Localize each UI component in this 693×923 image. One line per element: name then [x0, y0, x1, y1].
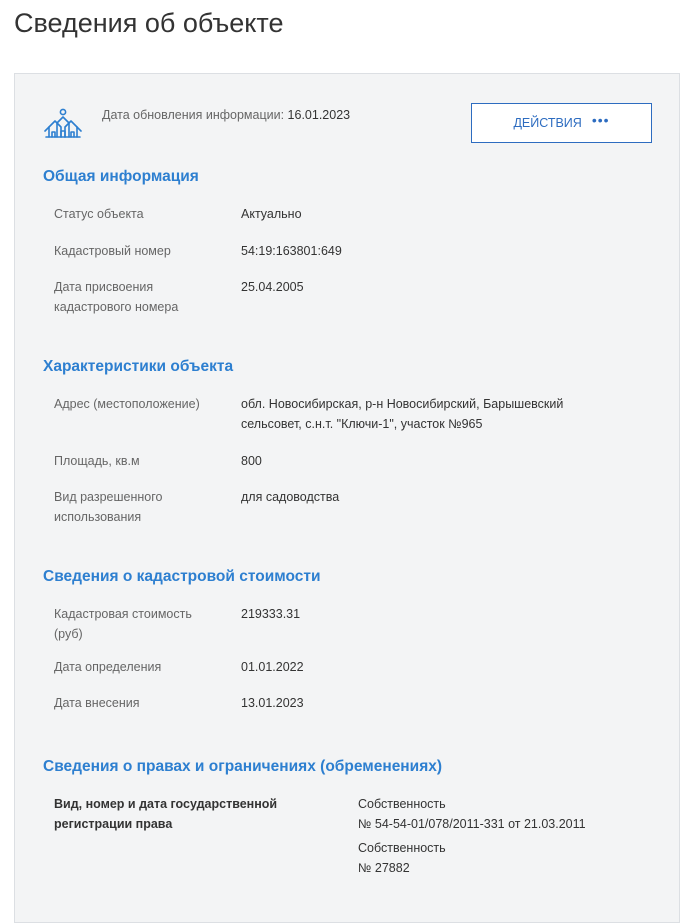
row-label-area: Площадь, кв.м — [54, 454, 140, 468]
update-info — [102, 108, 350, 122]
rights-entry-type: Собственность — [358, 841, 446, 855]
row-value-entry-date: 13.01.2023 — [241, 696, 304, 710]
row-label-cadastral-cost: Кадастровая стоимость (руб) — [54, 607, 192, 641]
section-title-cadastral-value: Сведения о кадастровой стоимости — [43, 568, 321, 585]
rights-label: Вид, номер и дата государственной регистрации права — [54, 797, 278, 831]
section-title-characteristics: Характеристики объекта — [43, 358, 234, 375]
section-title-rights: Сведения о правах и ограничениях (обременениях) — [43, 758, 443, 775]
actions-button[interactable] — [471, 103, 652, 143]
row-label-status: Статус объекта — [54, 207, 144, 221]
row-value-permitted-use: для садоводства — [241, 490, 340, 504]
update-label: Дата обновления информации: — [102, 108, 285, 122]
row-value-status: Актуально — [241, 207, 302, 221]
row-label-cadastral-number: Кадастровый номер — [54, 244, 171, 258]
rights-entry — [358, 838, 658, 878]
section-title-general: Общая информация — [43, 168, 199, 185]
more-dots-icon: ••• — [591, 112, 610, 128]
row-value-cadastral-cost: 219333.31 — [241, 607, 301, 621]
rights-entry-number: № 54-54-01/078/2011-331 от 21.03.2011 — [358, 817, 586, 831]
row-value-assign-date: 25.04.2005 — [241, 280, 304, 294]
rights-entry-type: Собственность — [358, 797, 446, 811]
row-label-assign-date: Дата присвоения кадастрового номера — [54, 280, 179, 314]
row-label-determination-date: Дата определения — [54, 660, 162, 674]
row-value-determination-date: 01.01.2022 — [241, 660, 304, 674]
row-value-cadastral-number: 54:19:163801:649 — [241, 244, 342, 258]
page-title: Сведения об объекте — [14, 8, 284, 38]
row-value-address: обл. Новосибирская, р-н Новосибирский, Барышевский сельсовет, с.н.т. "Ключи-1", участок №965 — [241, 397, 564, 431]
row-label-address: Адрес (местоположение) — [54, 397, 200, 411]
row-label-entry-date: Дата внесения — [54, 696, 140, 710]
update-date: 16.01.2023 — [287, 108, 351, 122]
rights-entry — [358, 794, 658, 834]
row-value-area: 800 — [241, 454, 262, 468]
actions-label: ДЕЙСТВИЯ — [513, 116, 582, 130]
row-label-permitted-use: Вид разрешенного использования — [54, 490, 163, 524]
houses-icon — [43, 107, 83, 141]
rights-entry-number: № 27882 — [358, 861, 410, 875]
object-info-card — [14, 73, 680, 923]
